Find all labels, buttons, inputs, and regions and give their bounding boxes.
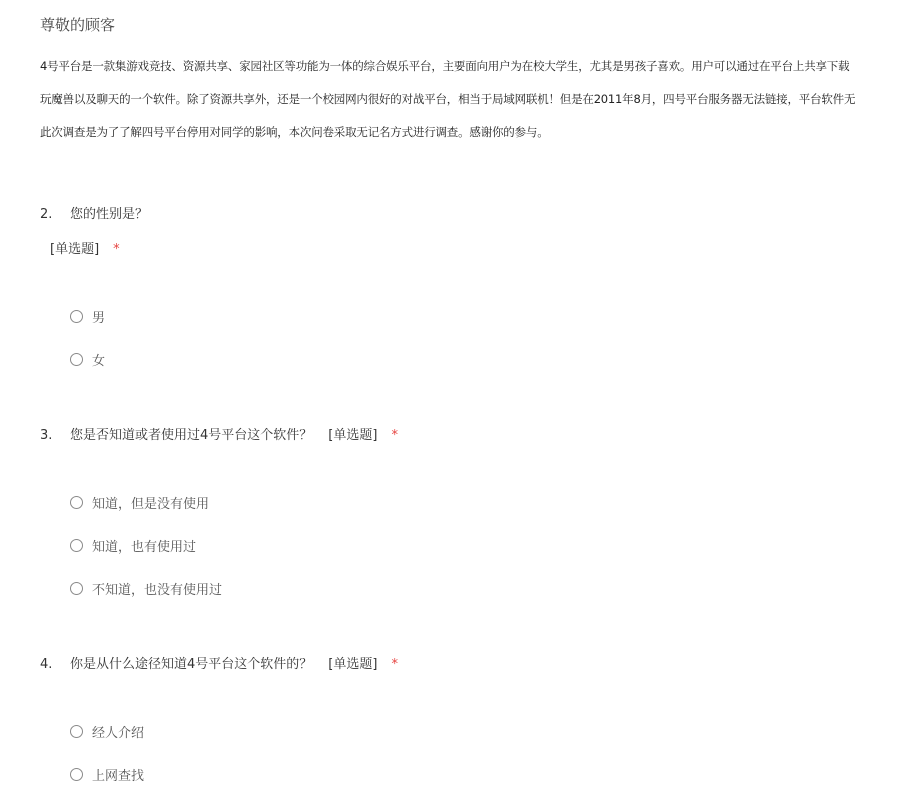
radio-button[interactable] [70,539,83,552]
required-star: * [391,657,398,672]
radio-button[interactable] [70,310,83,323]
option-label: 知道，但是没有使用 [92,496,210,512]
option-know-not-used[interactable] [70,492,209,512]
radio-button[interactable] [70,725,83,738]
question-number: 2. [40,207,53,222]
question-4-title [40,653,398,672]
required-star: * [113,242,120,257]
radio-button[interactable] [70,582,83,595]
option-know-used[interactable] [70,535,196,555]
option-label: 男 [92,310,106,326]
option-label: 不知道，也没有使用过 [92,582,223,598]
intro-text-line: 玩魔兽以及聊天的一个软件。除了资源共享外，还是一个校园网内很好的对战平台，相当于局域网联机！但是在2011年8月，四号平台服务器无法链接，平台软件无 [40,92,856,106]
radio-button[interactable] [70,768,83,781]
question-number: 4. [40,657,53,672]
radio-button[interactable] [70,496,83,509]
option-label: 上网查找 [92,768,145,784]
question-text: 您是否知道或者使用过4号平台这个软件？ [70,428,313,443]
intro-text-line: 此次调查是为了了解四号平台停用对同学的影响，本次问卷采取无记名方式进行调查。感谢你的参与。 [40,125,549,139]
question-number: 3. [40,428,53,443]
option-label: 知道，也有使用过 [92,539,197,555]
question-type-label: [单选题] [50,242,100,257]
question-2-title [40,203,148,222]
option-referral[interactable] [70,721,144,741]
option-not-know[interactable] [70,578,222,598]
intro-text-line: 4号平台是一款集游戏竞技、资源共享、家园社区等功能为一体的综合娱乐平台，主要面向用户为在校大学生，尤其是男孩子喜欢。用户可以通过在平台上共享下载 [40,59,850,73]
question-3-title [40,424,398,443]
question-2-type-line [50,238,120,257]
question-text: 你是从什么途径知道4号平台这个软件的？ [70,657,313,672]
option-label: 经人介绍 [92,725,145,741]
required-star: * [391,428,398,443]
option-male[interactable] [70,306,105,326]
question-type-label: [单选题] [328,657,378,672]
question-text: 您的性别是？ [70,207,149,222]
greeting-heading: 尊敬的顾客 [40,16,116,34]
option-label: 女 [92,353,106,369]
radio-button[interactable] [70,353,83,366]
option-online-search[interactable] [70,764,144,784]
option-female[interactable] [70,349,105,369]
question-type-label: [单选题] [328,428,378,443]
